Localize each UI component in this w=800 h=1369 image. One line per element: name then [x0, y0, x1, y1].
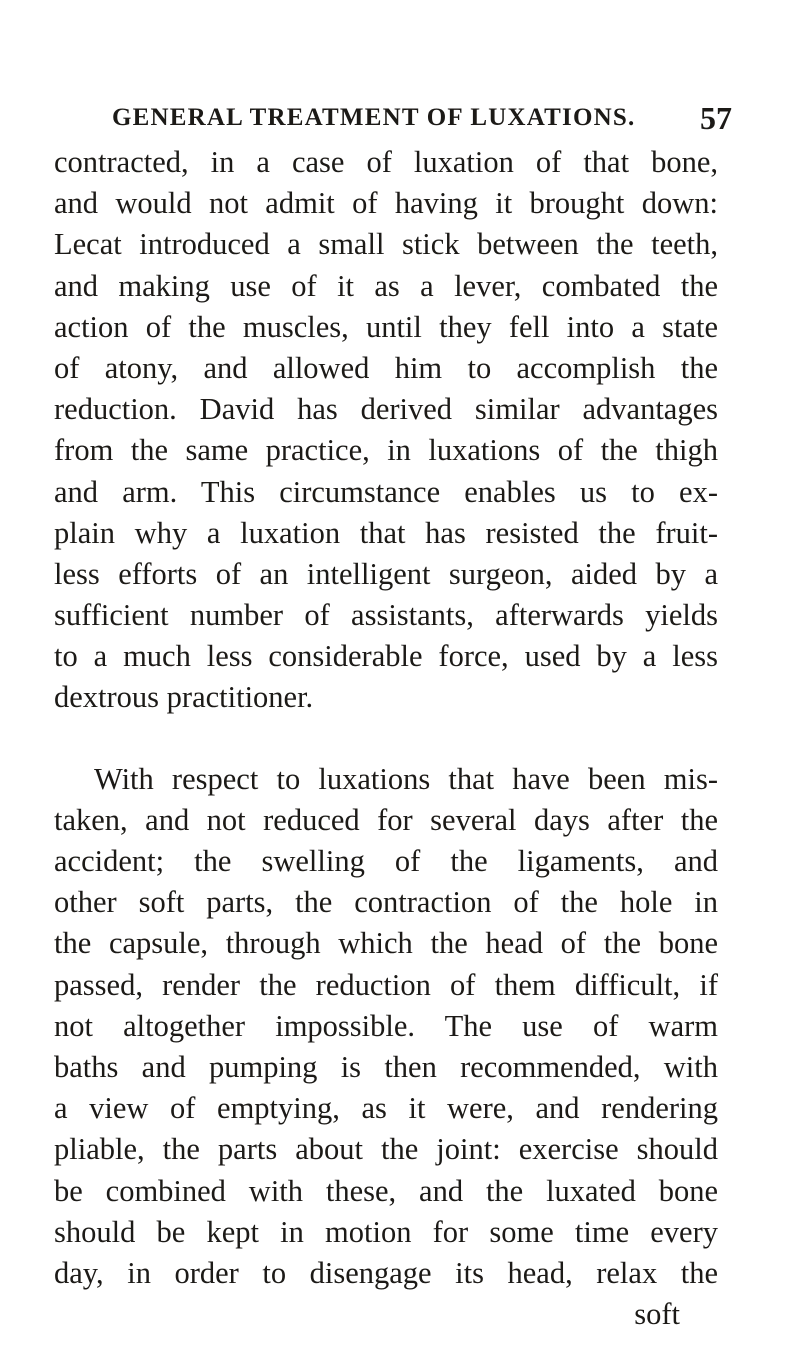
text-line: to a much less considerable force, used by a less: [54, 639, 718, 674]
text-line: taken, and not reduced for several days after the: [54, 802, 718, 837]
text-line: from the same practice, in luxations of the thigh: [54, 433, 718, 468]
text-line: and making use of it as a lever, combated the: [54, 268, 718, 303]
text-line: dextrous practitioner.: [54, 680, 314, 715]
paragraph-2: [54, 759, 718, 1294]
text-line: baths and pumping is then recommended, with: [54, 1049, 718, 1084]
text-line: and arm. This circumstance enables us to ex-: [54, 474, 718, 509]
page-number: 57: [700, 100, 732, 136]
text-line: contracted, in a case of luxation of that bone,: [54, 145, 718, 179]
text-line: the capsule, through which the head of the bone: [54, 926, 718, 961]
text-line: not altogether impossible. The use of warm: [54, 1008, 718, 1043]
paragraph-1: [54, 142, 718, 719]
text-line: With respect to luxations that have been mis-: [94, 761, 718, 796]
paragraph-gap: [54, 719, 718, 759]
text-line: action of the muscles, until they fell into a state: [54, 309, 718, 344]
text-line: day, in order to disengage its head, relax the: [54, 1255, 718, 1290]
text-line: and would not admit of having it brought down:: [54, 186, 718, 221]
text-line: should be kept in motion for some time every: [54, 1214, 718, 1249]
text-line: pliable, the parts about the joint: exercise should: [54, 1132, 718, 1167]
body-text: [54, 142, 718, 1335]
text-line: less efforts of an intelligent surgeon, aided by a: [54, 556, 718, 591]
text-line: reduction. David has derived similar advantages: [54, 392, 718, 427]
running-title: GENERAL TREATMENT OF LUXATIONS.: [112, 104, 636, 131]
text-line: passed, render the reduction of them difficult, if: [54, 967, 718, 1002]
catchword: soft: [634, 1297, 680, 1332]
text-line: a view of emptying, as it were, and rendering: [54, 1091, 718, 1126]
text-line: Lecat introduced a small stick between the teeth,: [54, 227, 718, 262]
running-head: [112, 100, 732, 140]
text-line: be combined with these, and the luxated bone: [54, 1173, 718, 1208]
text-line: of atony, and allowed him to accomplish the: [54, 350, 718, 385]
text-line: accident; the swelling of the ligaments, and: [54, 844, 718, 878]
text-line: plain why a luxation that has resisted the fruit-: [54, 515, 718, 550]
text-line: other soft parts, the contraction of the hole in: [54, 885, 718, 920]
text-line: sufficient number of assistants, afterwards yields: [54, 598, 718, 633]
